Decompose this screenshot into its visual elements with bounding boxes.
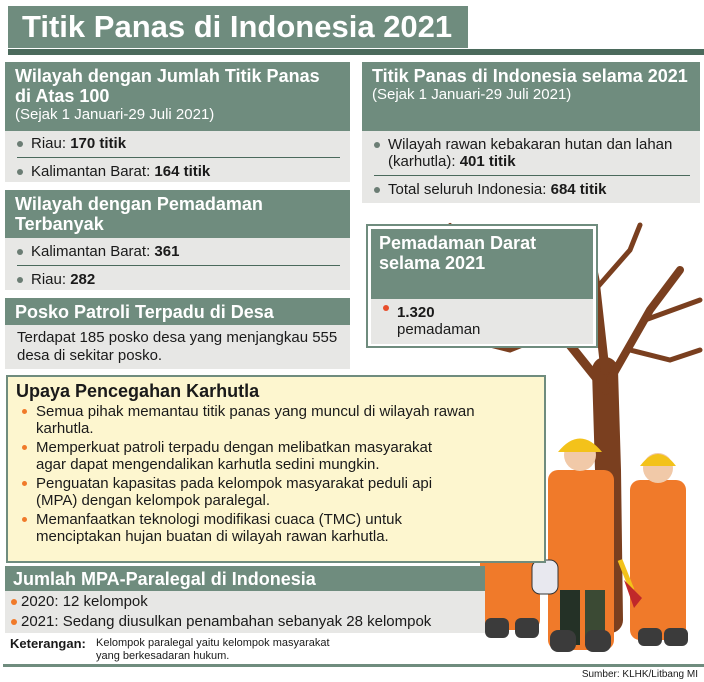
land-extinguishing-title: Pemadaman Darat selama 2021	[371, 229, 593, 299]
list-item: Wilayah rawan kebakaran hutan dan lahan (karhutla): 401 titik	[362, 136, 700, 170]
list-item: 2020: 12 kelompok	[5, 593, 485, 610]
posko-text: Terdapat 185 posko desa yang menjangkau 555 desa di sekitar posko.	[5, 325, 350, 369]
list-item: Memanfaatkan teknologi modifikasi cuaca (TMC) untuk menciptakan hujan buatan di wilayah rawan karhutla.	[16, 511, 456, 545]
list-item: Riau: 170 titik	[5, 135, 350, 152]
indonesia-hotspot-title: Titik Panas di Indonesia selama 2021	[372, 66, 688, 86]
source-text: Sumber: KLHK/Litbang MI	[581, 669, 698, 680]
extinguishing-regions-list	[5, 238, 350, 290]
land-extinguishing-value: 1.320 pemadaman	[371, 299, 593, 344]
title-underline	[8, 49, 704, 55]
hotspot-regions-period: (Sejak 1 Januari-29 Juli 2021)	[15, 106, 215, 123]
list-item: Memperkuat patroli terpadu dengan melibatkan masyarakat agar dapat mengendalikan karhutla sedini mungkin.	[16, 439, 456, 473]
list-item: 2021: Sedang diusulkan penambahan sebanyak 28 kelompok	[5, 613, 485, 630]
prevention-box	[6, 375, 546, 563]
indonesia-hotspot-header	[362, 62, 700, 131]
extinguishing-regions-title: Wilayah dengan Pemadaman Terbanyak	[15, 194, 263, 234]
mpa-list	[5, 591, 485, 633]
list-item: Kalimantan Barat: 361	[5, 243, 350, 260]
indonesia-hotspot-period: (Sejak 1 Januari-29 Juli 2021)	[372, 86, 572, 103]
firefighter-right-icon	[620, 453, 688, 646]
bottom-rule	[3, 664, 704, 667]
list-item: Riau: 282	[5, 271, 350, 288]
hotspot-regions-header	[5, 62, 350, 131]
page-title: Titik Panas di Indonesia 2021	[8, 6, 468, 48]
list-item: Kalimantan Barat: 164 titik	[5, 163, 350, 180]
land-extinguishing-box	[366, 224, 598, 348]
mpa-title: Jumlah MPA-Paralegal di Indonesia	[5, 566, 485, 591]
prevention-title: Upaya Pencegahan Karhutla	[16, 381, 260, 401]
hotspot-regions-title: Wilayah dengan Jumlah Titik Panas di Atas 100	[15, 66, 320, 106]
note-text: Kelompok paralegal yaitu kelompok masyarakat yang berkesadaran hukum.	[96, 637, 330, 662]
list-item: Semua pihak memantau titik panas yang muncul di wilayah rawan karhutla.	[16, 403, 516, 437]
posko-title: Posko Patroli Terpadu di Desa	[5, 298, 350, 325]
list-item: Penguatan kapasitas pada kelompok masyarakat peduli api (MPA) dengan kelompok paralegal.	[16, 475, 456, 509]
extinguishing-regions-header	[5, 190, 350, 238]
indonesia-hotspot-list	[362, 131, 700, 203]
list-item: Total seluruh Indonesia: 684 titik	[362, 181, 700, 198]
note-label: Keterangan:	[10, 636, 86, 651]
hotspot-regions-list	[5, 131, 350, 182]
